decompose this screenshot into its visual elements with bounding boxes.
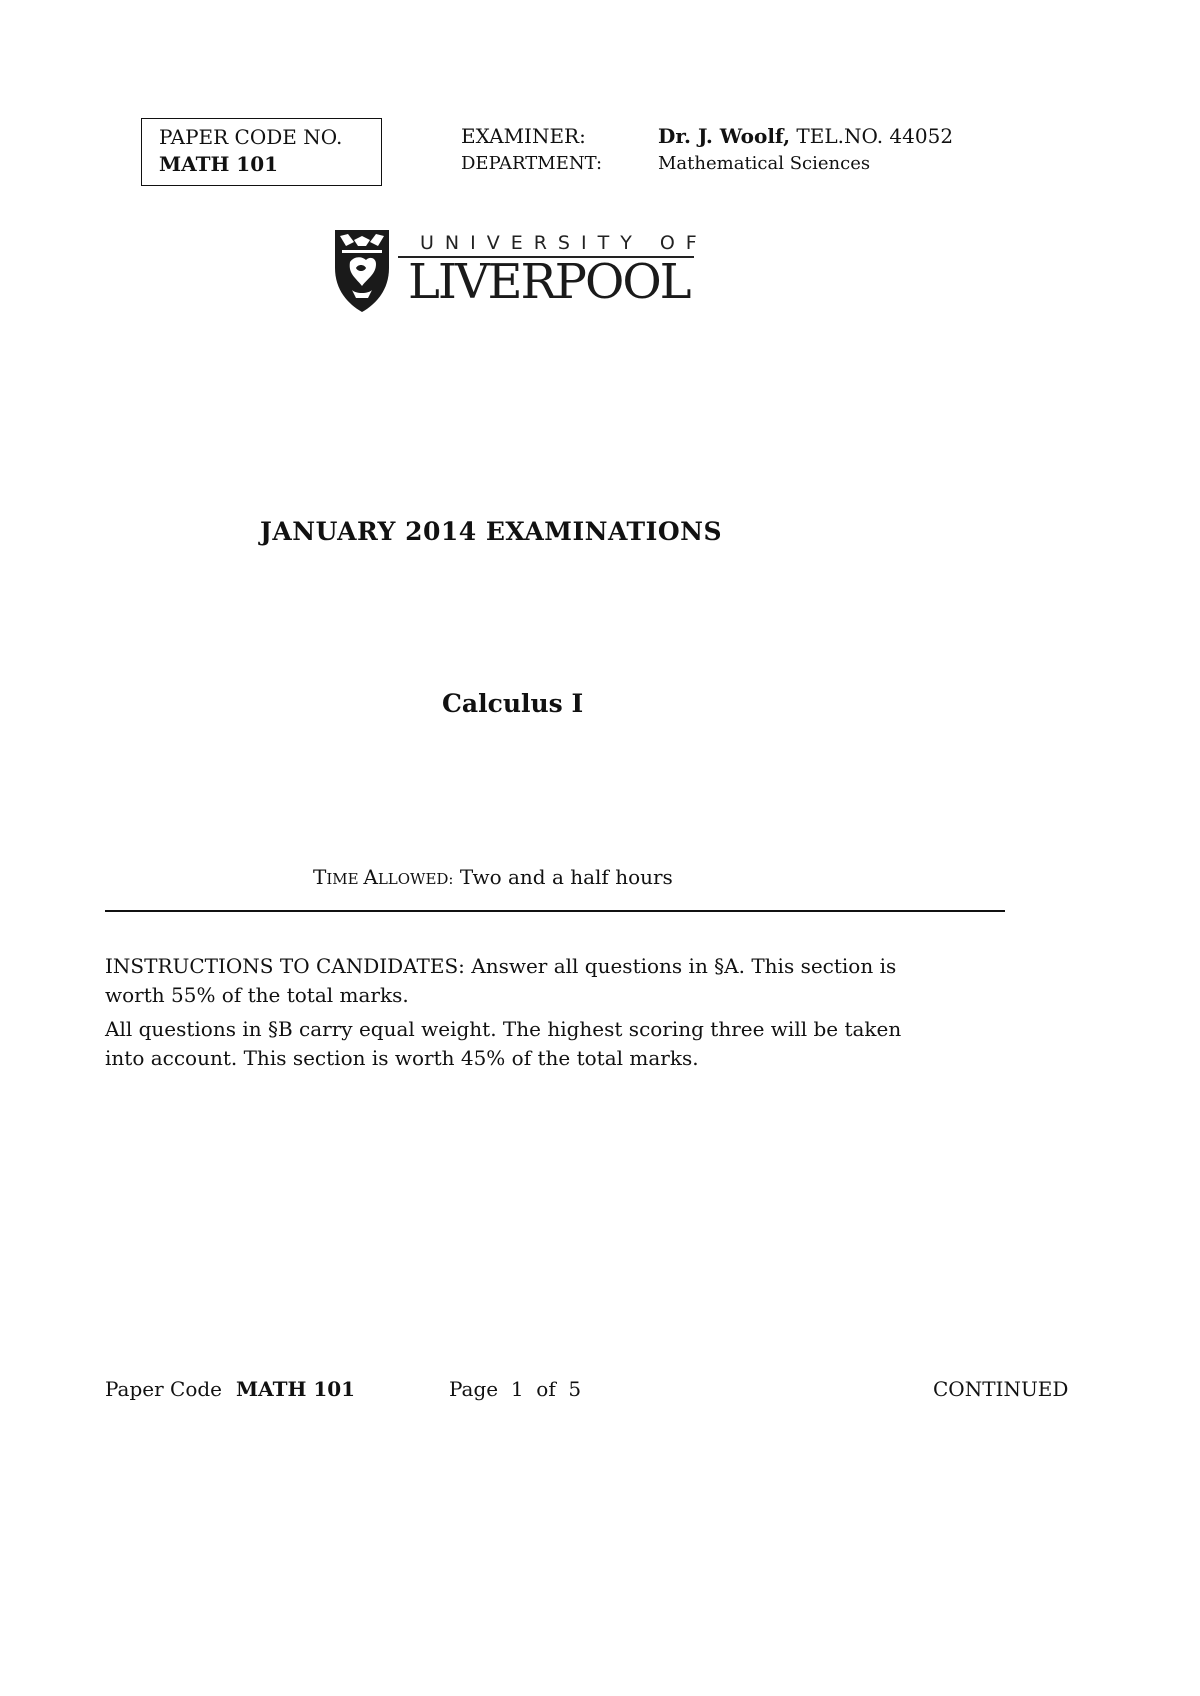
time-label-a: A (363, 865, 378, 889)
time-value: Two and a half hours (459, 865, 673, 889)
exam-title: JANUARY 2014 EXAMINATIONS (260, 517, 723, 546)
time-allowed (313, 865, 673, 889)
divider-line (105, 910, 1005, 912)
paper-code-value: MATH 101 (159, 152, 279, 176)
paper-code-label: PAPER CODE NO. (159, 125, 343, 149)
course-title: Calculus I (442, 689, 584, 718)
university-crest-icon (332, 228, 392, 314)
footer-paper-code-label: Paper Code (105, 1377, 223, 1401)
department-label: DEPARTMENT: (461, 153, 603, 174)
examiner-labels (461, 123, 602, 177)
examiner-tel: TEL.NO. 44052 (796, 124, 954, 148)
footer-paper-code (105, 1377, 355, 1401)
logo-liverpool: LIVERPOOL (408, 254, 690, 310)
examiner-label: EXAMINER: (461, 124, 586, 148)
instructions-paragraph-1: INSTRUCTIONS TO CANDIDATES: Answer all questions in §A. This section is worth 55% of the total marks. (105, 954, 897, 1007)
department-name: Mathematical Sciences (658, 153, 871, 174)
instructions-paragraph-2: All questions in §B carry equal weight. The highest scoring three will be taken into account. This section is worth 45% of the total marks. (105, 1017, 902, 1070)
time-label-ime: IME (326, 870, 364, 888)
examiner-name: Dr. J. Woolf, (658, 124, 791, 148)
footer-continued: CONTINUED (933, 1377, 1069, 1401)
footer-page-number: Page 1 of 5 (449, 1377, 582, 1401)
footer-paper-code-value: MATH 101 (236, 1377, 356, 1401)
time-label-llowed: LLOWED: (377, 870, 454, 888)
examiner-values (658, 123, 953, 177)
time-label-t: T (313, 865, 327, 889)
logo-university-of: UNIVERSITY OF (420, 232, 708, 254)
paper-code-box (141, 118, 382, 186)
